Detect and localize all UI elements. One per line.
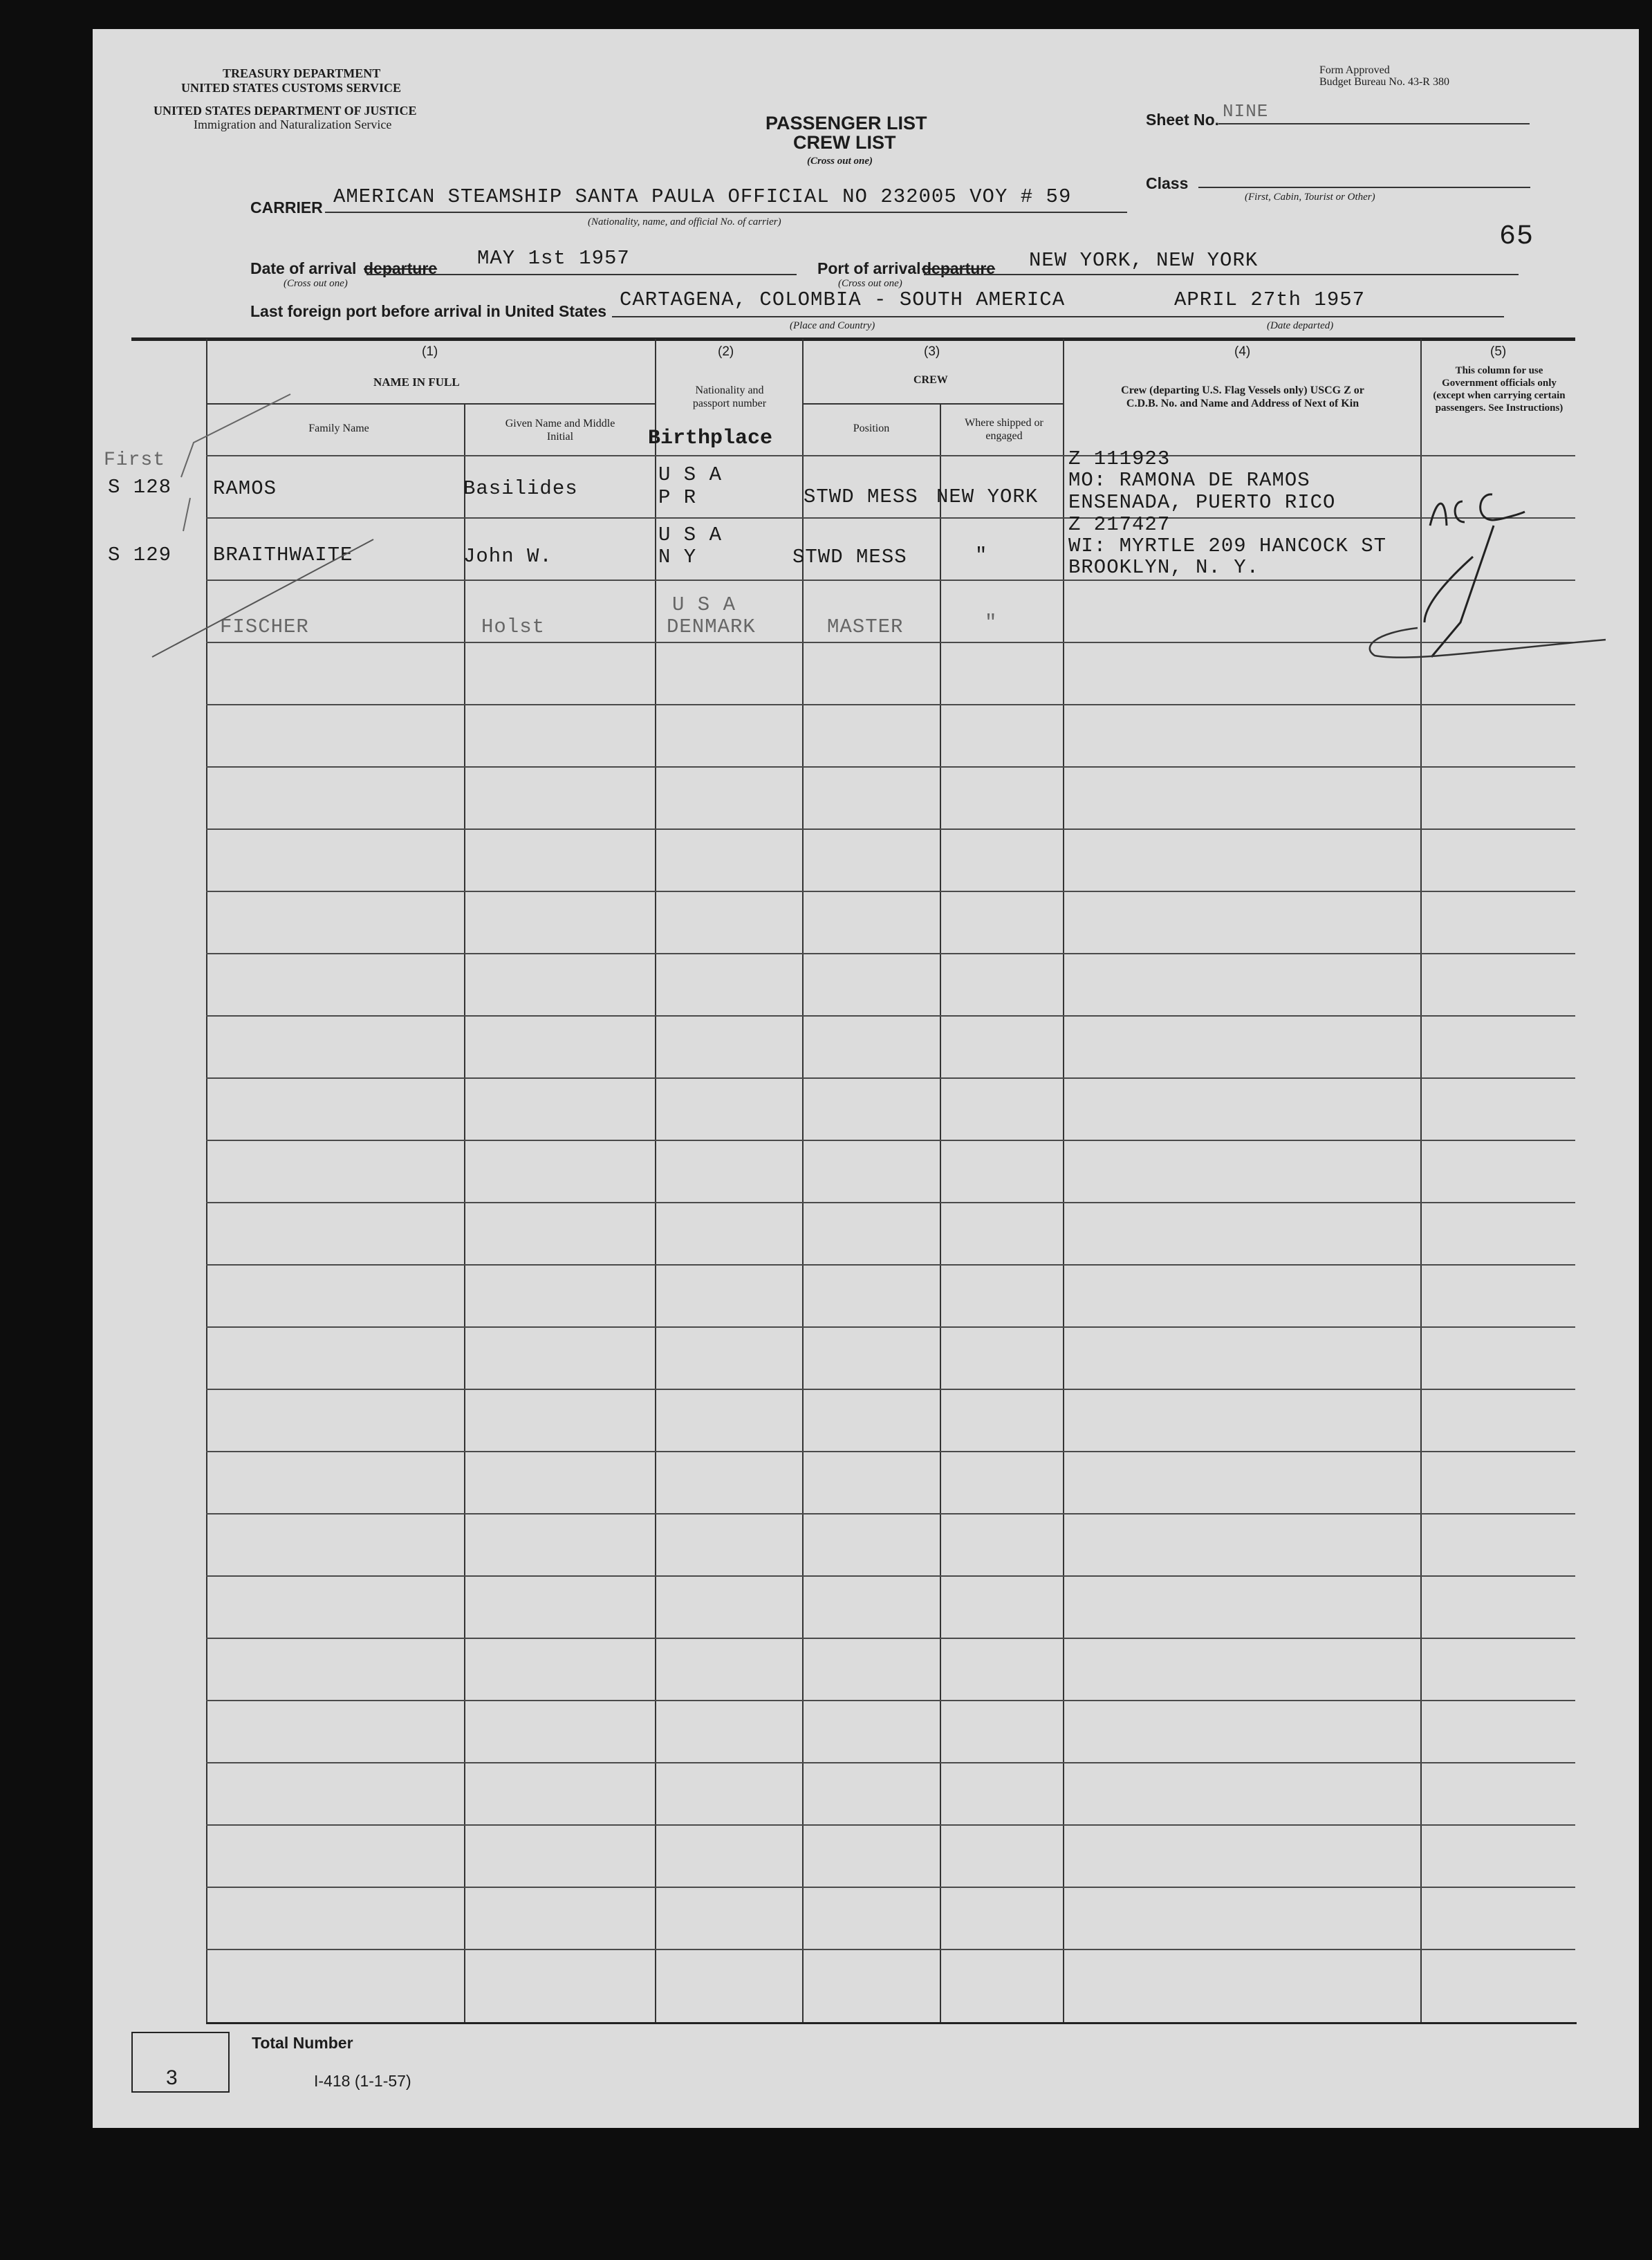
given-name-header: Given Name and Middle Initial bbox=[505, 418, 615, 443]
row-3-birthplace: DENMARK bbox=[667, 615, 756, 638]
last-foreign-port-label: Last foreign port before arrival in United States bbox=[250, 302, 607, 320]
port-of-arrival-value: NEW YORK, NEW YORK bbox=[1029, 249, 1259, 272]
total-number-value: 3 bbox=[166, 2066, 178, 2089]
govt-use-header: This column for use Government officials only (except when carrying certain passengers. See Instructions) bbox=[1433, 365, 1566, 414]
row-1-kin-z: Z 111923 bbox=[1068, 447, 1171, 470]
total-number-label: Total Number bbox=[252, 2034, 353, 2052]
col5-number: (5) bbox=[1490, 344, 1507, 359]
row-3-shipped: " bbox=[985, 611, 998, 634]
initials-mark bbox=[1430, 494, 1525, 526]
date-of-arrival-value: MAY 1st 1957 bbox=[477, 247, 630, 270]
row-3-family: FISCHER bbox=[220, 615, 309, 638]
margin-class-first: First bbox=[104, 450, 166, 471]
family-name-header: Family Name bbox=[308, 423, 369, 434]
last-port-caption: (Place and Country) bbox=[790, 320, 875, 331]
title-cross-out: (Cross out one) bbox=[807, 156, 873, 167]
crew-list-title: CREW LIST bbox=[793, 132, 896, 153]
pencil-stroke-3 bbox=[183, 498, 190, 531]
row-1-nationality: U S A bbox=[658, 463, 723, 486]
passenger-list-title: PASSENGER LIST bbox=[765, 113, 927, 133]
crew-header: CREW bbox=[913, 374, 948, 386]
row-1-position: STWD MESS bbox=[804, 485, 918, 508]
row-2-kin-name: WI: MYRTLE 209 HANCOCK ST bbox=[1068, 535, 1387, 557]
department-of-justice: UNITED STATES DEPARTMENT OF JUSTICE bbox=[154, 104, 417, 118]
row-2-nationality: U S A bbox=[658, 524, 723, 546]
col3-number: (3) bbox=[924, 344, 940, 359]
row-1-given: Basilides bbox=[463, 477, 578, 500]
row-1-kin-address: ENSENADA, PUERTO RICO bbox=[1068, 491, 1336, 514]
row-2-kin-address: BROOKLYN, N. Y. bbox=[1068, 556, 1260, 579]
row-2-birthplace: N Y bbox=[658, 546, 697, 568]
crew-departing-header: Crew (departing U.S. Flag Vessels only) USCG Z or C.D.B. No. and Name and Address of Next of Kin bbox=[1121, 385, 1364, 409]
row-2-given: John W. bbox=[463, 545, 553, 568]
row-1-shipped: NEW YORK bbox=[936, 485, 1039, 508]
row-1-family: RAMOS bbox=[213, 477, 277, 500]
port-struck-departure: departure bbox=[922, 259, 996, 277]
date-departed-caption: (Date departed) bbox=[1267, 320, 1334, 331]
date-struck-departure: departure bbox=[364, 259, 438, 277]
col4-number: (4) bbox=[1234, 344, 1251, 359]
row-2-shipped: " bbox=[975, 544, 988, 567]
row-3-position: MASTER bbox=[827, 615, 904, 638]
carrier-label: CARRIER bbox=[250, 198, 323, 216]
stamp-number: 65 bbox=[1499, 221, 1534, 252]
pencil-stroke-1 bbox=[152, 539, 373, 657]
row-1-kin-name: MO: RAMONA DE RAMOS bbox=[1068, 469, 1310, 492]
row-3-nationality: U S A bbox=[672, 593, 736, 616]
where-shipped-header: Where shipped or engaged bbox=[965, 417, 1043, 442]
birthplace-header: Birthplace bbox=[648, 427, 773, 450]
margin-row-1: S 128 bbox=[108, 476, 172, 499]
nationality-header: Nationality and passport number bbox=[692, 385, 767, 409]
col1-number: (1) bbox=[422, 344, 438, 359]
margin-row-2: S 129 bbox=[108, 544, 172, 566]
row-1-birthplace: P R bbox=[658, 486, 697, 509]
name-in-full-header: NAME IN FULL bbox=[373, 376, 460, 389]
row-3-given: Holst bbox=[481, 615, 546, 638]
date-caption: (Cross out one) bbox=[284, 278, 348, 289]
carrier-caption: (Nationality, name, and official No. of carrier) bbox=[588, 216, 781, 228]
sheet-value: NINE bbox=[1223, 101, 1269, 122]
last-foreign-port-value: CARTAGENA, COLOMBIA - SOUTH AMERICA bbox=[620, 288, 1066, 311]
sheet-label: Sheet No. bbox=[1146, 111, 1220, 129]
port-of-arrival-label: Port of arrival bbox=[817, 259, 921, 277]
col2-number: (2) bbox=[718, 344, 734, 359]
class-caption: (First, Cabin, Tourist or Other) bbox=[1245, 192, 1375, 203]
check-mark bbox=[1424, 526, 1494, 657]
carrier-value: AMERICAN STEAMSHIP SANTA PAULA OFFICIAL NO 232005 VOY # 59 bbox=[333, 185, 1072, 208]
date-departed-value: APRIL 27th 1957 bbox=[1174, 288, 1366, 311]
position-header: Position bbox=[853, 423, 890, 434]
form-approved: Form Approved bbox=[1319, 64, 1390, 76]
budget-bureau: Budget Bureau No. 43-R 380 bbox=[1319, 76, 1449, 88]
customs-service: UNITED STATES CUSTOMS SERVICE bbox=[181, 81, 401, 95]
date-of-arrival-label: Date of arrival bbox=[250, 259, 357, 277]
row-2-family: BRAITHWAITE bbox=[213, 544, 353, 566]
class-label: Class bbox=[1146, 174, 1189, 192]
ins-line: Immigration and Naturalization Service bbox=[194, 118, 392, 131]
total-number-box bbox=[131, 2032, 230, 2093]
pencil-stroke-2 bbox=[181, 394, 290, 477]
underline-flourish bbox=[1370, 628, 1606, 658]
form-number: I-418 (1-1-57) bbox=[314, 2072, 411, 2090]
treasury-department: TREASURY DEPARTMENT bbox=[223, 66, 381, 80]
row-2-position: STWD MESS bbox=[792, 546, 907, 568]
row-2-kin-z: Z 217427 bbox=[1068, 513, 1171, 536]
port-caption: (Cross out one) bbox=[838, 278, 902, 289]
